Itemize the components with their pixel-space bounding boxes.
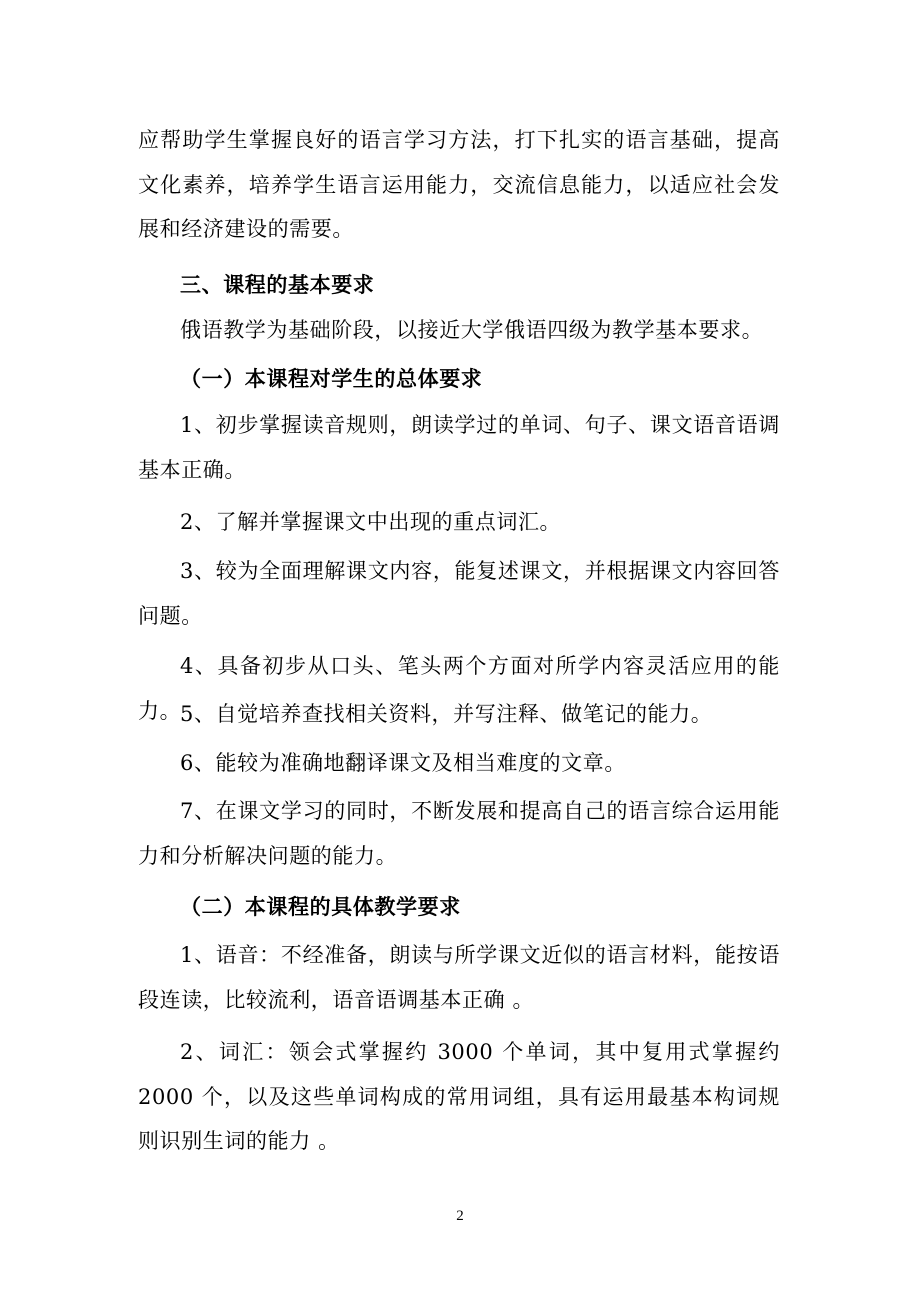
specific-item-pronunciation: 1、语音：不经准备，朗读与所学课文近似的语言材料，能按语段连读，比较流利，语音语调基本正确 。	[138, 943, 780, 1012]
specific-item-vocabulary: 2、词汇：领会式掌握约 3000 个单词，其中复用式掌握约 2000 个，以及这些单词构成的常用词组，具有运用最基本构词规则识别生词的能力 。	[138, 1040, 780, 1153]
list-item-2: 2、了解并掌握课文中出现的重点词汇。	[180, 510, 562, 534]
page-number: 2	[456, 1208, 464, 1224]
list-item-5: 5、自觉培养查找相关资料，并写注释、做笔记的能力。	[180, 702, 713, 726]
list-item-6: 6、能较为准确地翻译课文及相当难度的文章。	[180, 751, 626, 775]
list-item-4: 4、具备初步从口头、笔头两个方面对所学内容灵活应用的能力。	[138, 654, 780, 723]
subheading-specific-requirements: （二）本课程的具体教学要求	[180, 894, 461, 919]
paragraph-basic-requirement: 俄语教学为基础阶段，以接近大学俄语四级为教学基本要求。	[180, 318, 764, 342]
subheading-overall-requirements: （一）本课程对学生的总体要求	[180, 366, 483, 391]
list-item-7: 7、在课文学习的同时，不断发展和提高自己的语言综合运用能力和分析解决问题的能力。	[138, 799, 780, 868]
list-item-3: 3、较为全面理解课文内容，能复述课文，并根据课文内容回答问题。	[138, 559, 780, 628]
paragraph-continuation: 应帮助学生掌握良好的语言学习方法，打下扎实的语言基础，提高文化素养，培养学生语言运用能力，交流信息能力，以适应社会发展和经济建设的需要。	[138, 128, 780, 241]
section-heading-course-requirements: 三、课程的基本要求	[180, 272, 375, 297]
list-item-1: 1、初步掌握读音规则，朗读学过的单词、句子、课文语音语调基本正确。	[138, 413, 780, 482]
